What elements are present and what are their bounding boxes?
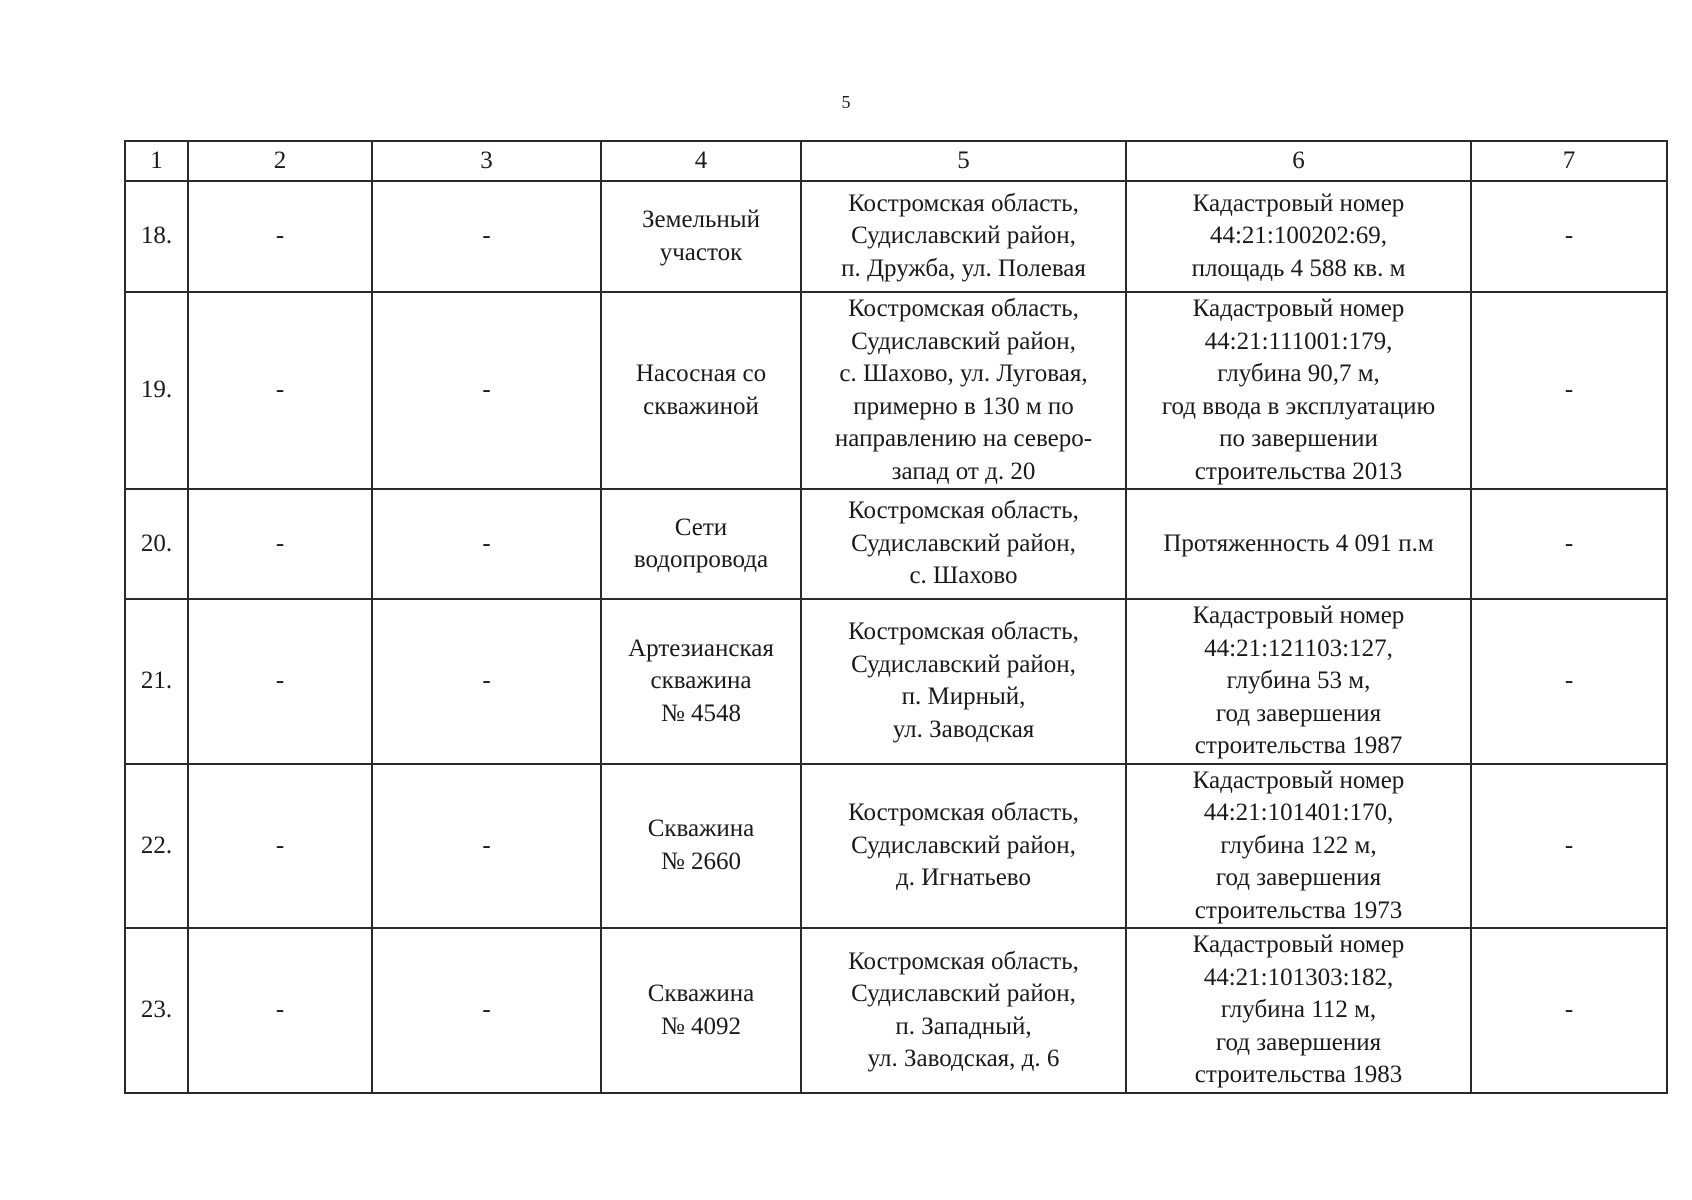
- column-3-cell: -: [372, 599, 601, 764]
- table-row: [125, 928, 1667, 1093]
- row-number-cell: 23.: [125, 928, 188, 1093]
- column-number-cell: 4: [601, 141, 801, 181]
- column-3-cell: -: [372, 181, 601, 292]
- column-number-cell: 2: [188, 141, 372, 181]
- object-name: Артезианская скважина № 4548: [628, 634, 774, 727]
- details-cell: [1126, 489, 1471, 599]
- page-number: 5: [841, 92, 851, 112]
- address: Костромская область, Судиславский район, п. Дружба, ул. Полевая: [841, 189, 1086, 282]
- table-row: [125, 599, 1667, 764]
- registry-table: [124, 140, 1668, 1094]
- row-number-cell: 22.: [125, 764, 188, 929]
- object-name-cell: [601, 599, 801, 764]
- address-cell: [801, 292, 1126, 489]
- column-2-cell: -: [188, 764, 372, 929]
- column-7-cell: -: [1471, 292, 1667, 489]
- details: Кадастровый номер 44:21:111001:179, глубина 90,7 м, год ввода в эксплуатацию по завершении строительства 2013: [1161, 295, 1436, 485]
- column-2-cell: -: [188, 292, 372, 489]
- address-cell: [801, 181, 1126, 292]
- details: Протяженность 4 091 п.м: [1163, 529, 1434, 557]
- details: Кадастровый номер 44:21:101303:182, глубина 112 м, год завершения строительства 1983: [1192, 931, 1405, 1089]
- object-name-cell: [601, 489, 801, 599]
- column-7-cell: -: [1471, 764, 1667, 929]
- column-7-cell: -: [1471, 181, 1667, 292]
- object-name-cell: [601, 764, 801, 929]
- column-7-cell: -: [1471, 928, 1667, 1093]
- details: Кадастровый номер 44:21:100202:69, площадь 4 588 кв. м: [1191, 189, 1406, 282]
- address: Костромская область, Судиславский район, п. Западный, ул. Заводская, д. 6: [848, 947, 1079, 1072]
- address: Костромская область, Судиславский район, с. Шахово, ул. Луговая, примерно в 130 м по направлению на северо- запад от д. 20: [834, 295, 1093, 485]
- address: Костромская область, Судиславский район, д. Игнатьево: [848, 799, 1079, 891]
- column-2-cell: -: [188, 181, 372, 292]
- table-row: [125, 489, 1667, 599]
- row-number-cell: 19.: [125, 292, 188, 489]
- object-name: Скважина № 2660: [647, 815, 755, 875]
- object-name: Насосная со скважиной: [635, 360, 767, 420]
- column-3-cell: -: [372, 489, 601, 599]
- address: Костромская область, Судиславский район, с. Шахово: [848, 497, 1079, 590]
- address-cell: [801, 489, 1126, 599]
- row-number-cell: 20.: [125, 489, 188, 599]
- details-cell: [1126, 181, 1471, 292]
- details: Кадастровый номер 44:21:101401:170, глубина 122 м, год завершения строительства 1973: [1192, 766, 1405, 924]
- object-name-cell: [601, 181, 801, 292]
- address-cell: [801, 599, 1126, 764]
- object-name: Земельный участок: [642, 206, 760, 266]
- column-number-cell: 6: [1126, 141, 1471, 181]
- column-7-cell: -: [1471, 599, 1667, 764]
- column-number-cell: 5: [801, 141, 1126, 181]
- column-number-cell: 7: [1471, 141, 1667, 181]
- table-row: [125, 292, 1667, 489]
- table-row: [125, 764, 1667, 929]
- object-name: Сети водопровода: [633, 513, 769, 573]
- row-number-cell: 18.: [125, 181, 188, 292]
- column-3-cell: -: [372, 292, 601, 489]
- column-7-cell: -: [1471, 489, 1667, 599]
- object-name: Скважина № 4092: [647, 980, 755, 1040]
- details: Кадастровый номер 44:21:121103:127, глубина 53 м, год завершения строительства 1987: [1192, 602, 1405, 759]
- details-cell: [1126, 928, 1471, 1093]
- column-2-cell: -: [188, 489, 372, 599]
- details-cell: [1126, 764, 1471, 929]
- object-name-cell: [601, 292, 801, 489]
- column-3-cell: -: [372, 928, 601, 1093]
- row-number-cell: 21.: [125, 599, 188, 764]
- details-cell: [1126, 599, 1471, 764]
- column-number-cell: 1: [125, 141, 188, 181]
- column-3-cell: -: [372, 764, 601, 929]
- column-2-cell: -: [188, 599, 372, 764]
- address-cell: [801, 928, 1126, 1093]
- column-number-row: [125, 141, 1667, 181]
- object-name-cell: [601, 928, 801, 1093]
- address: Костромская область, Судиславский район, п. Мирный, ул. Заводская: [848, 618, 1079, 743]
- table-row: [125, 181, 1667, 292]
- column-2-cell: -: [188, 928, 372, 1093]
- address-cell: [801, 764, 1126, 929]
- column-number-cell: 3: [372, 141, 601, 181]
- details-cell: [1126, 292, 1471, 489]
